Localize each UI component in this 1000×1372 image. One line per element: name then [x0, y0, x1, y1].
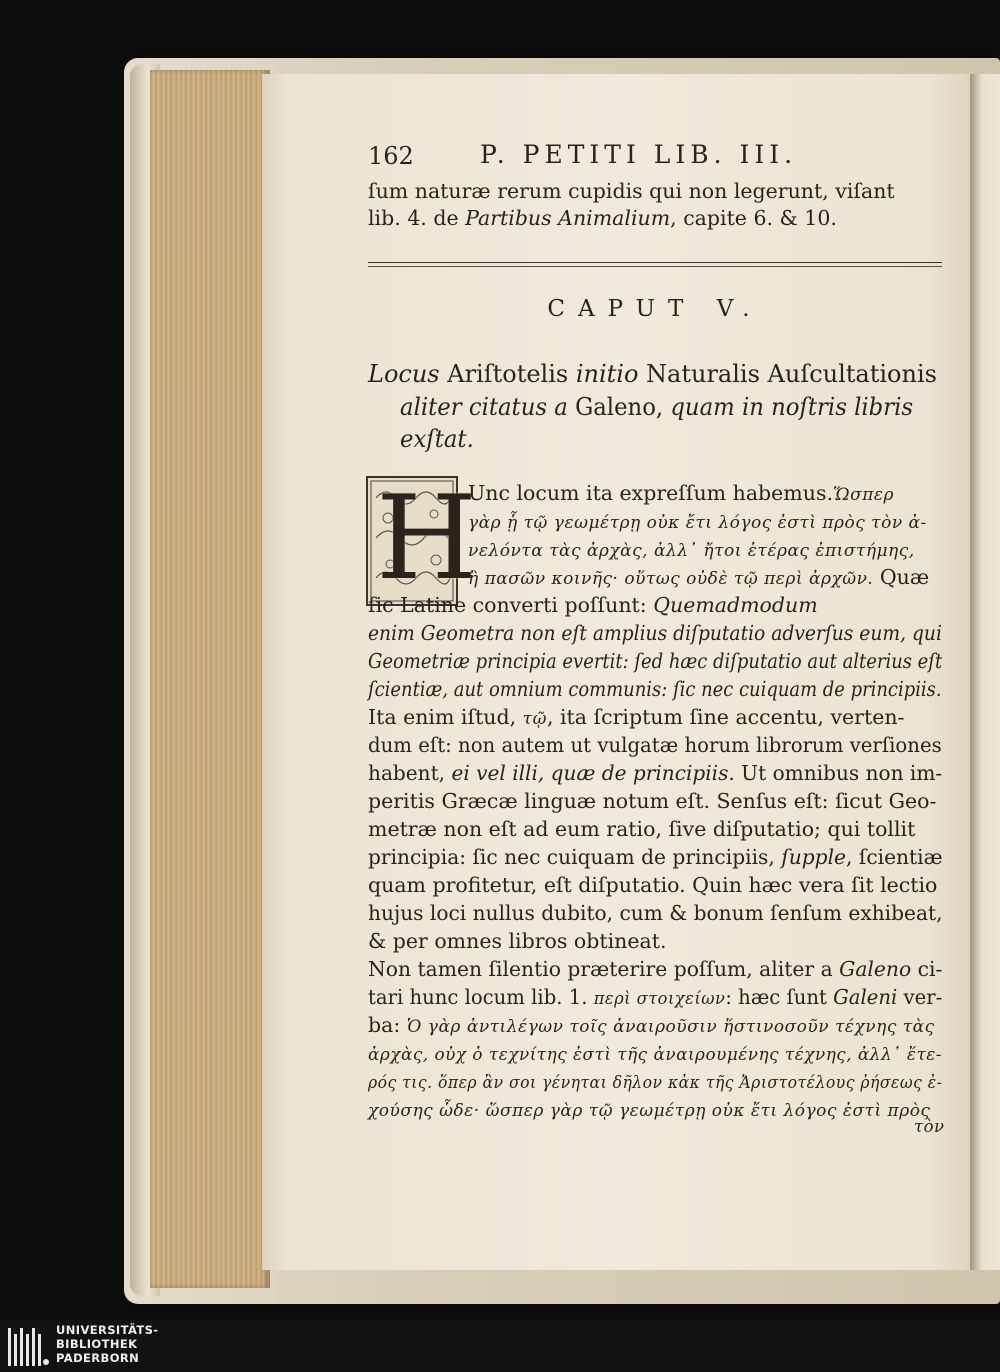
text-run: Unc locum ita expreſſum habemus.: [468, 481, 833, 505]
title-run: Locus: [368, 360, 440, 388]
body-line: [368, 816, 915, 842]
greek-run: Ὥσπερ: [833, 485, 894, 505]
body-line: [368, 676, 942, 702]
body-line: [368, 900, 942, 926]
text-run: Ut omnibus non im-: [734, 761, 943, 785]
text-run: ſic Latine converti poſſunt:: [368, 593, 654, 617]
text-run: dum eſt: non autem ut vulgatæ horum librorum verſiones: [368, 733, 942, 757]
text-run: , capite 6. & 10.: [670, 206, 837, 230]
greek-run: Ὁ γὰρ ἀντιλέγων τοῖς ἀναιροῦσιν ἥστινοσοῦν τέχνης τὰς: [406, 1017, 935, 1037]
chapter-title-line-3: exſtat.: [400, 425, 474, 453]
body-line: [368, 704, 904, 732]
institution-line: UNIVERSITÄTS-: [56, 1323, 159, 1337]
title-run: Naturalis Auſcultationis: [638, 360, 937, 388]
institution-name: [56, 1323, 158, 1365]
title-run: Ariſtotelis: [439, 360, 576, 388]
body-line: [368, 1012, 935, 1040]
greek-run: νελόντα τὰς ἀρχὰς, ἀλλ᾽ ἤτοι ἑτέρας ἐπιστήμης,: [468, 541, 915, 561]
body-line: [368, 1040, 942, 1068]
text-run: Ita enim iſtud,: [368, 705, 523, 729]
body-line: [368, 844, 943, 870]
body-line: [368, 984, 942, 1012]
text-run: Quæ: [873, 565, 930, 589]
running-title: P. PETITI LIB. III.: [480, 140, 798, 169]
text-run: Non tamen ſilentio præterire poſſum, aliter a: [368, 957, 840, 981]
body-line: [468, 480, 894, 508]
body-line: [368, 732, 942, 758]
greek-run: ρός τις. ὅπερ ἂν σοι γένηται δῆλον κἀκ τῆς Ἀριστοτέλους ῥήσεως ἐ-: [368, 1073, 943, 1093]
chapter-heading: CAPUT V.: [547, 296, 763, 322]
body-line: [368, 1068, 942, 1096]
text-run: ba:: [368, 1013, 407, 1037]
title-run: aliter citatus a: [400, 393, 568, 421]
page-block-edges: [150, 70, 270, 1288]
body-line: [368, 872, 937, 898]
text-run: ci-: [911, 957, 943, 981]
body-line: [368, 592, 818, 618]
text-run: peritis Græcæ linguæ notum eſt. Senſus eſt: ſicut Geo-: [368, 789, 937, 813]
italic-run: Geometriæ principia evertit: ſed hæc diſputatio aut alterius eſt: [368, 649, 943, 673]
text-run: hujus loci nullus dubito, cum & bonum ſenſum exhibeat,: [368, 901, 943, 925]
italic-run: ei vel illi, quæ de principiis.: [451, 761, 735, 785]
institution-line: PADERBORN: [56, 1351, 140, 1365]
continuation-line-1: ſum naturæ rerum cupidis qui non legerunt, viſant: [368, 179, 895, 203]
section-rule-thin: [368, 266, 942, 267]
initial-letter-glyph: H: [376, 471, 478, 606]
text-run: : hæc ſunt: [725, 985, 834, 1009]
text-run: habent,: [368, 761, 452, 785]
italic-run: Galeno: [839, 957, 912, 981]
text-run: , ita ſcriptum ſine accentu, verten-: [546, 705, 905, 729]
text-run: lib. 4. de: [368, 206, 466, 230]
section-rule: [368, 262, 942, 263]
greek-run: ἢ πασῶν κοινῆς· οὕτως οὐδὲ τῷ περὶ ἀρχῶν.: [468, 569, 874, 589]
body-line: [468, 536, 915, 564]
body-line: [368, 956, 942, 982]
body-line: [368, 760, 942, 786]
text-run: quam profitetur, eſt diſputatio. Quin hæc vera ſit lectio: [368, 873, 938, 897]
running-header: [368, 142, 944, 176]
text-run: & per omnes libros obtineat.: [368, 929, 667, 953]
greek-run: ἀρχὰς, οὐχ ὁ τεχνίτης ἐστὶ τῆς ἀναιρουμένης τέχνης, ἀλλ᾽ ἕτε-: [368, 1045, 942, 1065]
italic-run: Quemadmodum: [653, 593, 818, 617]
facing-page-edge: [970, 74, 1000, 1270]
page-number: 162: [368, 142, 414, 170]
greek-run: γὰρ ᾗ τῷ γεωμέτρῃ οὐκ ἔτι λόγος ἐστὶ πρὸς τὸν ἀ-: [468, 513, 927, 533]
italic-run: ſcientiæ, aut omnium communis: ſic nec cuiquam de principiis.: [368, 677, 942, 701]
body-line: [468, 508, 927, 536]
title-run: initio: [575, 360, 639, 388]
greek-run: τῷ: [522, 709, 547, 729]
text-run: tari hunc locum lib. 1.: [368, 985, 594, 1009]
institution-line: BIBLIOTHEK: [56, 1337, 138, 1351]
text-run: , ſcientiæ: [846, 845, 943, 869]
text-run: metræ non eſt ad eum ratio, ſive diſputatio; qui tollit: [368, 817, 916, 841]
body-line: [368, 620, 942, 646]
decorated-initial-letter: [366, 471, 478, 606]
italic-run: enim Geometra non eſt amplius diſputatio adverſus eum, qui: [368, 621, 942, 645]
body-line: [368, 928, 666, 954]
body-line: [368, 648, 942, 674]
university-library-logo-icon: [6, 1326, 50, 1368]
body-line: [368, 1096, 930, 1124]
book-title: Partibus Animalium: [465, 206, 671, 230]
body-line: [468, 564, 929, 592]
continuation-line-2: [368, 205, 837, 231]
greek-run: περὶ στοιχείων: [593, 989, 726, 1009]
title-run: quam in noſtris libris: [670, 393, 914, 421]
italic-run: Galeni: [833, 985, 898, 1009]
chapter-title-line-2: [400, 393, 944, 421]
italic-run: ſupple: [781, 845, 847, 869]
title-run: Galeno,: [567, 393, 671, 421]
text-run: principia: ſic nec cuiquam de principiis,: [368, 845, 782, 869]
chapter-title-line-1: [368, 360, 942, 388]
catchword: τὸν: [914, 1117, 945, 1137]
body-line: [368, 788, 936, 814]
greek-run: χούσης ὧδε· ὥσπερ γὰρ τῷ γεωμέτρῃ οὐκ ἔτι λόγος ἐστὶ πρὸς: [368, 1101, 931, 1121]
text-run: ver-: [897, 985, 943, 1009]
